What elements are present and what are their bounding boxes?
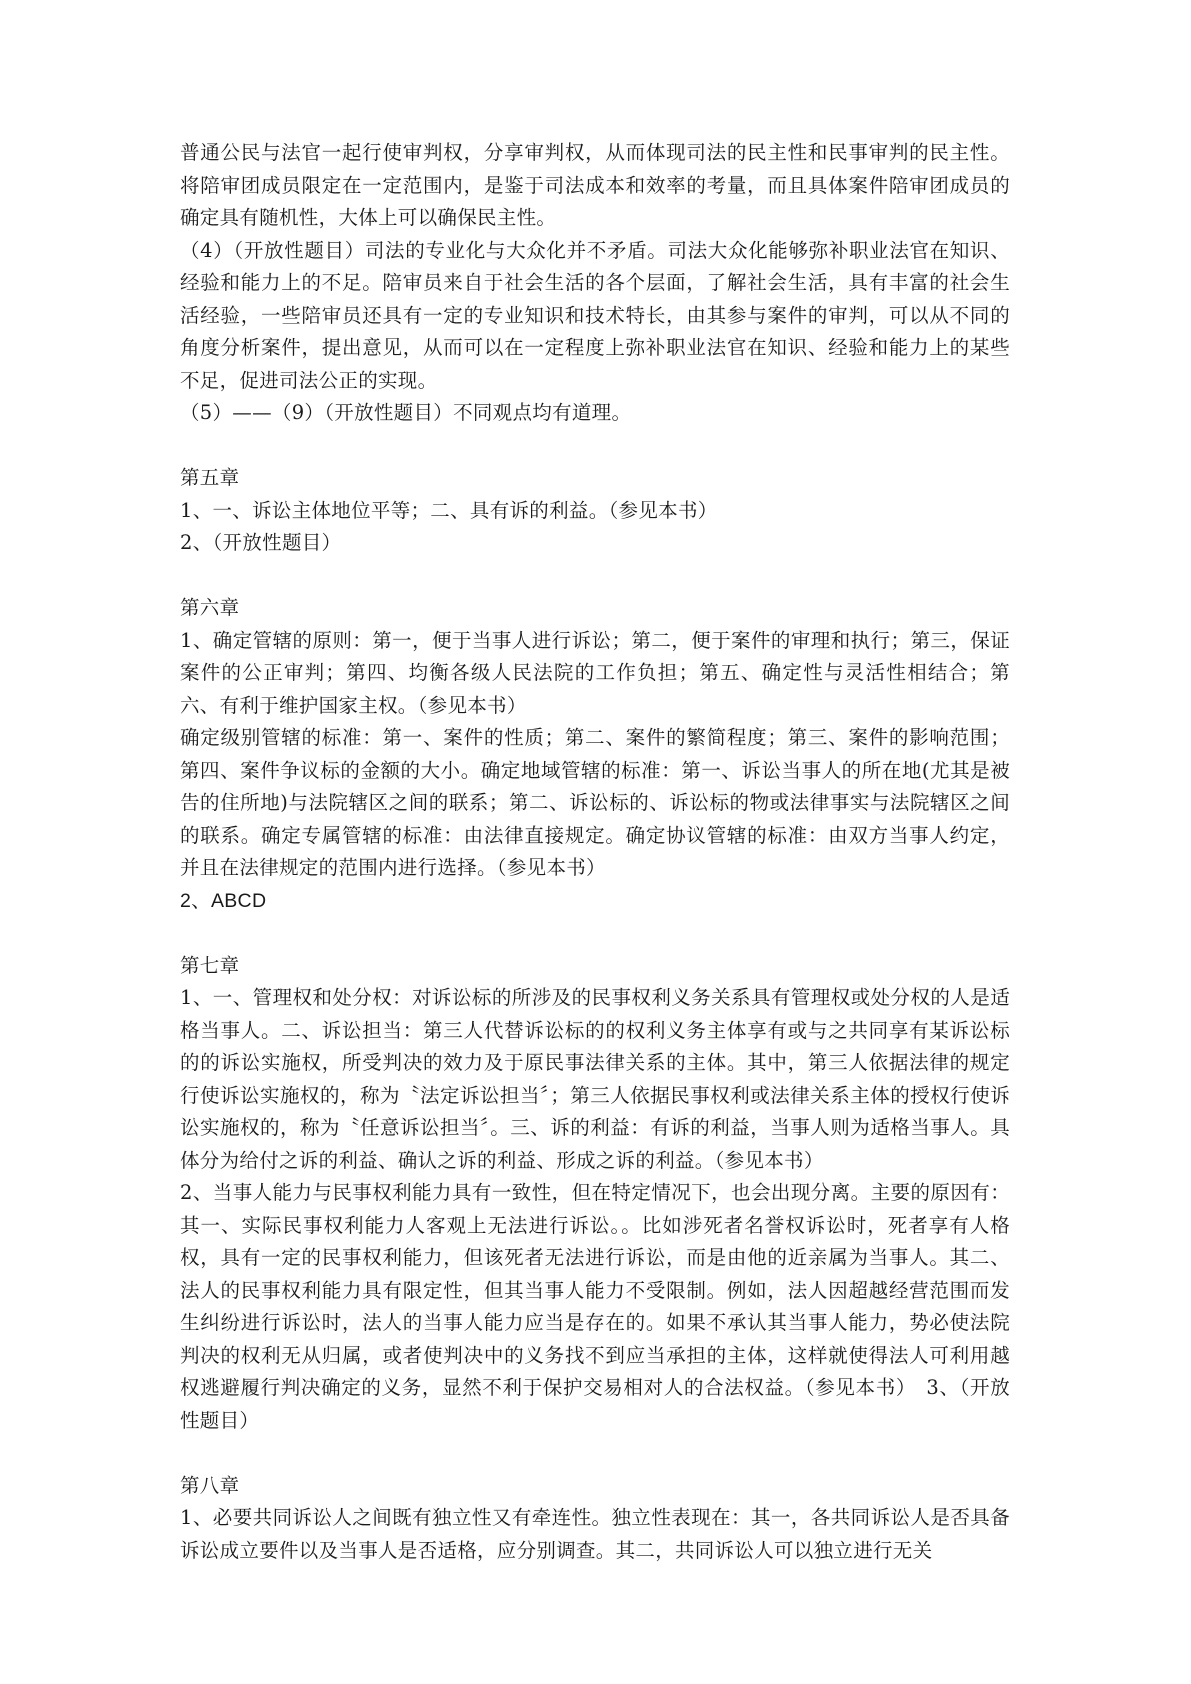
- ch6-answer-2: 2、ABCD: [180, 889, 267, 912]
- ch6-answer-1: 1、确定管辖的原则：第一，便于当事人进行诉讼；第二，便于案件的审理和执行；第三，保证案件的公正审判；第四、均衡各级人民法院的工作负担；第五、确定性与灵活性相结合；第六、有利于维护国家主权。（参见本书）: [180, 628, 1010, 717]
- chapter-heading-7: 第七章: [180, 953, 240, 977]
- ch6-answer-1-standards: 确定级别管辖的标准：第一、案件的性质；第二、案件的繁简程度；第三、案件的影响范围；第四、案件争议标的金额的大小。确定地域管辖的标准：第一、诉讼当事人的所在地(尤其是被告的住所地)与法院辖区之间的联系；第二、诉讼标的、诉讼标的物或法律事实与法院辖区之间的联系。确定专属管辖的标准：由法律直接规定。确定协议管辖的标准：由双方当事人约定，并且在法律规定的范围内进行选择。（参见本书）: [180, 726, 1010, 879]
- ch5-answer-2: 2、（开放性题目）: [180, 531, 342, 554]
- paragraph-answer-4: （4）（开放性题目）司法的专业化与大众化并不矛盾。司法大众化能够弥补职业法官在知识、经验和能力上的不足。陪审员来自于社会生活的各个层面，了解社会生活，具有丰富的社会生活经验，一些陪审员还具有一定的专业知识和技术特长，由其参与案件的审判，可以从不同的角度分析案件，提出意见，从而可以在一定程度上弥补职业法官在知识、经验和能力上的某些不足，促进司法公正的实现。: [180, 238, 1010, 392]
- ch7-answer-2: 2、当事人能力与民事权利能力具有一致性，但在特定情况下，也会出现分离。主要的原因有：其一、实际民事权利能力人客观上无法进行诉讼。。比如涉死者名誉权诉讼时，死者享有人格权，具有一定的民事权利能力，但该死者无法进行诉讼，而是由他的近亲属为当事人。其二、法人的民事权利能力具有限定性，但其当事人能力不受限制。例如，法人因超越经营范围而发生纠纷进行诉讼时，法人的当事人能力应当是存在的。如果不承认其当事人能力，势必使法院判决的权利无从归属，或者使判决中的义务找不到应当承担的主体，这样就使得法人可利用越权逃避履行判决确定的义务，显然不利于保护交易相对人的合法权益。（参见本书） 3、（开放性题目）: [180, 1181, 1010, 1432]
- spacer: [180, 430, 1010, 463]
- ch7-answer-1: 1、一、管理权和处分权：对诉讼标的所涉及的民事权利义务关系具有管理权或处分权的人是适格当事人。二、诉讼担当：第三人代替诉讼标的的权利义务主体享有或与之共同享有某诉讼标的的诉讼实施权，所受判决的效力及于原民事法律关系的主体。其中，第三人依据法律的规定行使诉讼实施权的，称为〝法定诉讼担当〞；第三人依据民事权利或法律关系主体的授权行使诉讼实施权的，称为〝任意诉讼担当〞。三、诉的利益：有诉的利益，当事人则为适格当事人。具体分为给付之诉的利益、确认之诉的利益、形成之诉的利益。（参见本书）: [180, 986, 1010, 1172]
- spacer: [180, 917, 1010, 950]
- paragraph-jury-democracy: 普通公民与法官一起行使审判权，分享审判权，从而体现司法的民主性和民事审判的民主性。将陪审团成员限定在一定范围内，是鉴于司法成本和效率的考量，而且具体案件陪审团成员的确定具有随机性，大体上可以确保民主性。: [180, 141, 1010, 229]
- ch5-answer-1: 1、一、诉讼主体地位平等；二、具有诉的利益。（参见本书）: [180, 498, 718, 522]
- document-page: [180, 137, 1010, 1567]
- chapter-heading-5: 第五章: [180, 466, 240, 489]
- paragraph-answer-5-9: （5）——（9）（开放性题目）不同观点均有道理。: [180, 401, 632, 424]
- spacer: [180, 1437, 1010, 1470]
- chapter-heading-8: 第八章: [180, 1473, 240, 1497]
- spacer: [180, 560, 1010, 593]
- chapter-heading-6: 第六章: [180, 596, 240, 619]
- ch8-answer-1: 1、必要共同诉讼人之间既有独立性又有牵连性。独立性表现在：其一，各共同诉讼人是否具备诉讼成立要件以及当事人是否适格，应分别调查。其二，共同诉讼人可以独立进行无关: [180, 1506, 1010, 1562]
